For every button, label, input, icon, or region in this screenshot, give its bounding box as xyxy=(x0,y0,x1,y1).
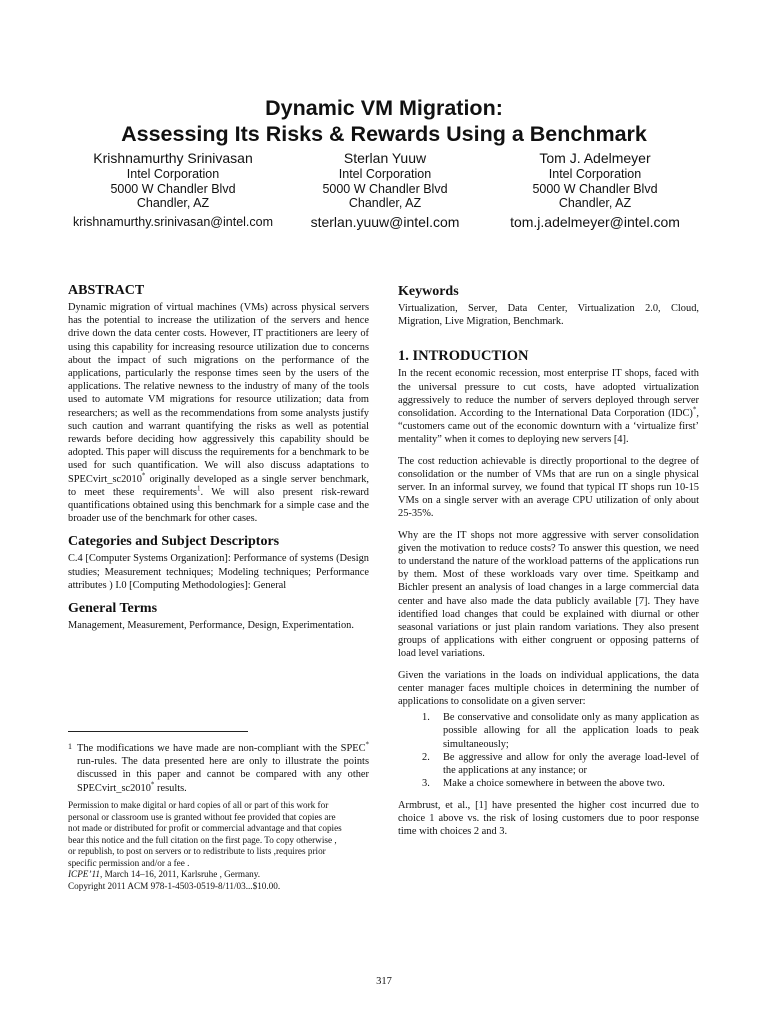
intro-paragraph-4: Given the variations in the loads on individual applications, the data center manager faces multiple choices in determining the number of applications to consolidate on a given server: xyxy=(398,669,699,708)
author-affiliation: Intel Corporation xyxy=(338,167,432,181)
footnote-text: The modifications we have made are non-compliant with the SPEC* run-rules. The data presented here are only to illustrate the points discussed in this paper and cannot be compared with any other SPECvirt_sc2010* results. xyxy=(77,740,369,794)
permission-block xyxy=(68,800,369,892)
keywords-heading: Keywords xyxy=(398,284,459,299)
list-item: 2. Be aggressive and allow for only the average load-level of the applications at any instance; or xyxy=(422,751,699,777)
author-city: Chandler, AZ xyxy=(558,196,632,210)
consolidation-choices-list xyxy=(398,711,699,790)
permission-line: Permission to make digital or hard copies of all or part of this work for xyxy=(68,800,329,810)
intro-paragraph-5: Armbrust, et al., [1] have presented the higher cost incurred due to choice 1 above vs. the risk of losing customers due to poor response time with choices 2 and 3. xyxy=(398,799,699,837)
footnote xyxy=(68,742,369,795)
right-column xyxy=(398,283,699,838)
author-street: 5000 W Chandler Blvd xyxy=(110,181,236,196)
permission-line: or republish, to post on servers or to redistribute to lists ,requires prior xyxy=(68,846,326,856)
keywords-text: Virtualization, Server, Data Center, Virtualization 2.0, Cloud, Migration, Live Migration, Benchmark. xyxy=(398,303,699,328)
footnote-mark: 1 xyxy=(68,742,72,751)
paper-title-line-1: Dynamic VM Migration: xyxy=(265,96,503,120)
author-block-1 xyxy=(58,150,288,229)
page-number: 317 xyxy=(376,976,392,987)
categories-text: C.4 [Computer Systems Organization]: Performance of systems (Design studies; Measurement techniques; Modeling techniques; Performance attributes ) I.0 [Computing Methodologies]: General xyxy=(68,553,369,591)
copyright-line: Copyright 2011 ACM 978-1-4503-0519-8/11/03...$10.00. xyxy=(68,880,281,891)
permission-line: specific permission and/or a fee . xyxy=(68,857,190,868)
general-terms-text: Management, Measurement, Performance, Design, Experimentation. xyxy=(68,620,354,632)
intro-paragraph-3: Why are the IT shops not more aggressive with server consolidation given the motivation to reduce costs? To answer this question, we need to understand the nature of the workload patterns of the applications run by them. Most of these workloads vary over time. Speitkamp and Bichler present an analysis of load changes in a large commercial data center and have also made the data publicly available [7]. They have identified load changes that could be explained with diurnal or other seasonal variations or just plain random variations. They also present groups of applications with either congruent or opposing patterns of load level variations. xyxy=(398,529,699,660)
author-affiliation: Intel Corporation xyxy=(126,167,220,181)
author-city: Chandler, AZ xyxy=(348,196,422,210)
list-item: 1. Be conservative and consolidate only as many application as possible allowing for all the application loads to peak simultaneously; xyxy=(422,712,699,750)
author-block-3 xyxy=(480,150,710,230)
author-city: Chandler, AZ xyxy=(136,196,210,210)
list-item: 3. Make a choice somewhere in between the above two. xyxy=(422,778,665,790)
paper-title-line-2: Assessing Its Risks & Rewards Using a Benchmark xyxy=(121,122,647,146)
author-affiliation: Intel Corporation xyxy=(548,167,642,181)
permission-line: not made or distributed for profit or commercial advantage and that copies xyxy=(68,823,342,833)
conference-line: ICPE’11, March 14–16, 2011, Karlsruhe , Germany. xyxy=(68,869,261,879)
author-name: Tom J. Adelmeyer xyxy=(539,150,651,166)
intro-paragraph-2: The cost reduction achievable is directly proportional to the degree of consolidation or the number of VMs that are run on a single physical server. In an informal survey, we found that typical IT shops run 10-15 VMs on a single server with an average CPU utilization of only about 25-35%. xyxy=(398,455,699,520)
author-street: 5000 W Chandler Blvd xyxy=(532,181,658,196)
author-block-2 xyxy=(270,150,500,230)
permission-line: personal or classroom use is granted without fee provided that copies are xyxy=(68,811,336,822)
abstract-heading: ABSTRACT xyxy=(68,283,145,298)
author-name: Krishnamurthy Srinivasan xyxy=(93,150,253,166)
author-email: tom.j.adelmeyer@intel.com xyxy=(510,213,680,230)
intro-paragraph-1: In the recent economic recession, most enterprise IT shops, faced with the universal pressure to cut costs, have adopted virtualization aggressively to reduce the number of servers deployed through server consolidation. According to the International Data Corporation (IDC)*, “customers came out of the economic downturn with a ‘virtualize first’ mentality” when it comes to deploying new servers [4]. xyxy=(398,368,699,446)
author-street: 5000 W Chandler Blvd xyxy=(322,181,448,196)
author-email: sterlan.yuuw@intel.com xyxy=(310,213,460,230)
author-email: krishnamurthy.srinivasan@intel.com xyxy=(72,214,274,229)
abstract-text: Dynamic migration of virtual machines (VMs) across physical servers has the potential to increase the utilization of the servers and hence drive down the data center costs. However, IT practitioners are leery of using this capability for increasing resource utilization due to concerns about the impact of such migrations on the performance of the applications, particularly the response times seen by the users of the applications. The relative newness to the industry of many of the tools used to automate VM migrations for resource utilization; data from researchers; as well as the recommendations from some analysts justify such caution and warrant quantifying the risks as well as potential rewards before deciding how aggressively this capability should be adopted. This paper will discuss the requirements for a benchmark to be used for such quantification. We will also discuss adaptations to SPECvirt_sc2010* originally developed as a single server benchmark, to meet these requirements$^1$. We will also present risk-reward quantifications obtained using this benchmark for a simple case and the broader use of the benchmark for other cases. xyxy=(68,302,369,525)
footnote-rule xyxy=(68,731,248,732)
author-name: Sterlan Yuuw xyxy=(343,150,427,166)
permission-line: bear this notice and the full citation on the first page. To copy otherwise , xyxy=(68,834,337,845)
categories-heading: Categories and Subject Descriptors xyxy=(68,534,280,550)
general-terms-heading: General Terms xyxy=(68,601,158,617)
left-column xyxy=(68,282,369,632)
introduction-heading: 1. INTRODUCTION xyxy=(398,348,529,365)
